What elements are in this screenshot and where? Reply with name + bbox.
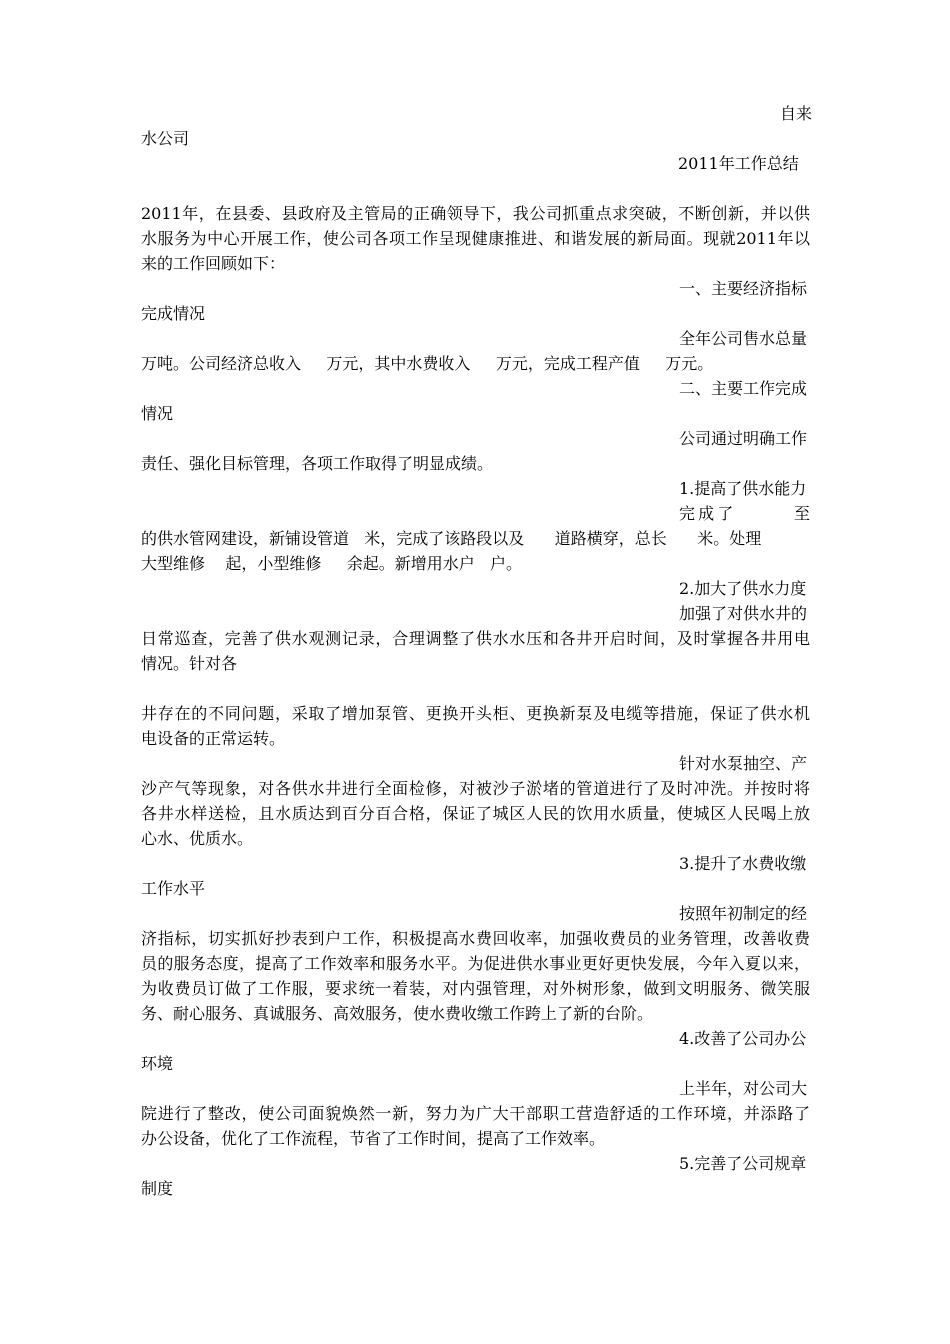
- item-2-line-c: 情况。针对各: [141, 654, 238, 673]
- section-2-text-b: 责任、强化目标管理，各项工作取得了明显成绩。: [141, 454, 494, 473]
- item-3-line-e: 务、耐心服务、真诚服务、高效服务，使水费收缴工作跨上了新的台阶。: [141, 1004, 654, 1023]
- item-3-line-a: 按照年初制定的经: [679, 904, 808, 923]
- item-3-heading-a: 3.提升了水费收缴: [679, 854, 807, 873]
- item-4-line-b: 院进行了整改，使公司面貌焕然一新，努力为广大干部职工营造舒适的工作环境，并添路了: [141, 1104, 810, 1123]
- section-1-heading-b: 完成情况: [141, 304, 206, 323]
- section-1-text-a: 全年公司售水总量: [679, 329, 808, 348]
- section-2-heading-a: 二、主要工作完成: [679, 379, 808, 398]
- item-4-heading-b: 环境: [141, 1054, 174, 1073]
- section-2-text-a: 公司通过明确工作: [679, 429, 808, 448]
- item-4-line-a: 上半年，对公司大: [679, 1079, 808, 1098]
- title-part-1: 自来: [780, 104, 813, 123]
- item-5-heading-a: 5.完善了公司规章: [679, 1154, 807, 1173]
- intro-line-3: 来的工作回顾如下：: [141, 254, 286, 273]
- section-1-text-b: 万吨。公司经济总收入 万元，其中水费收入 万元，完成工程产值 万元。: [141, 354, 714, 373]
- item-4-heading-a: 4.改善了公司办公: [679, 1029, 807, 1048]
- item-2-line-b: 日常巡查，完善了供水观测记录，合理调整了供水水压和各井开启时间，及时掌握各井用电: [141, 629, 810, 648]
- item-3-line-b: 济指标，切实抓好抄表到户工作，积极提高水费回收率，加强收费员的业务管理，改善收费: [141, 929, 810, 948]
- item-2-line-g: 沙产气等现象，对各供水井进行全面检修，对被沙子淤堵的管道进行了及时冲洗。并按时将: [141, 779, 810, 798]
- item-2-line-a: 加强了对供水井的: [679, 604, 808, 623]
- item-3-line-d: 为收费员订做了工作服，要求统一着装，对内强管理，对外树形象，做到文明服务、微笑服: [141, 979, 810, 998]
- item-2-line-i: 心水、优质水。: [141, 829, 254, 848]
- intro-line-2: 水服务为中心开展工作，使公司各项工作呈现健康推进、和谐发展的新局面。现就2011年以: [141, 229, 810, 248]
- item-1-heading: 1.提高了供水能力: [679, 479, 807, 498]
- item-2-line-d: 井存在的不同问题，采取了增加泵管、更换开头柜、更换新泵及电缆等措施，保证了供水机: [141, 704, 810, 723]
- section-2-heading-b: 情况: [141, 404, 174, 423]
- item-3-line-c: 员的服务态度，提高了工作效率和服务水平。为促进供水事业更好更快发展，今年入夏以来，: [141, 954, 810, 973]
- item-2-line-f: 针对水泵抽空、产: [679, 754, 808, 773]
- intro-line-1: 2011年，在县委、县政府及主管局的正确领导下，我公司抓重点求突破，不断创新，并以供: [141, 204, 810, 223]
- item-2-line-h: 各井水样送检，且水质达到百分百合格，保证了城区人民的饮用水质量，使城区人民喝上放: [141, 804, 810, 823]
- item-2-heading: 2.加大了供水力度: [679, 579, 807, 598]
- item-1-line-c: 大型维修 起，小型维修 余起。新增用水户 户。: [141, 554, 523, 573]
- title-part-2: 水公司: [141, 129, 190, 148]
- item-3-heading-b: 工作水平: [141, 879, 206, 898]
- section-1-heading-a: 一、主要经济指标: [679, 279, 808, 298]
- item-4-line-c: 办公设备，优化了工作流程，节省了工作时间，提高了工作效率。: [141, 1129, 606, 1148]
- report-title: 2011年工作总结: [678, 154, 799, 173]
- item-2-line-e: 电设备的正常运转。: [141, 729, 286, 748]
- item-1-line-b: 的供水管网建设，新铺设管道 米，完成了该路段以及 道路横穿，总长 米。处理: [141, 529, 762, 548]
- item-1-line-a: 完成了 至: [679, 504, 810, 523]
- item-5-heading-b: 制度: [141, 1179, 174, 1198]
